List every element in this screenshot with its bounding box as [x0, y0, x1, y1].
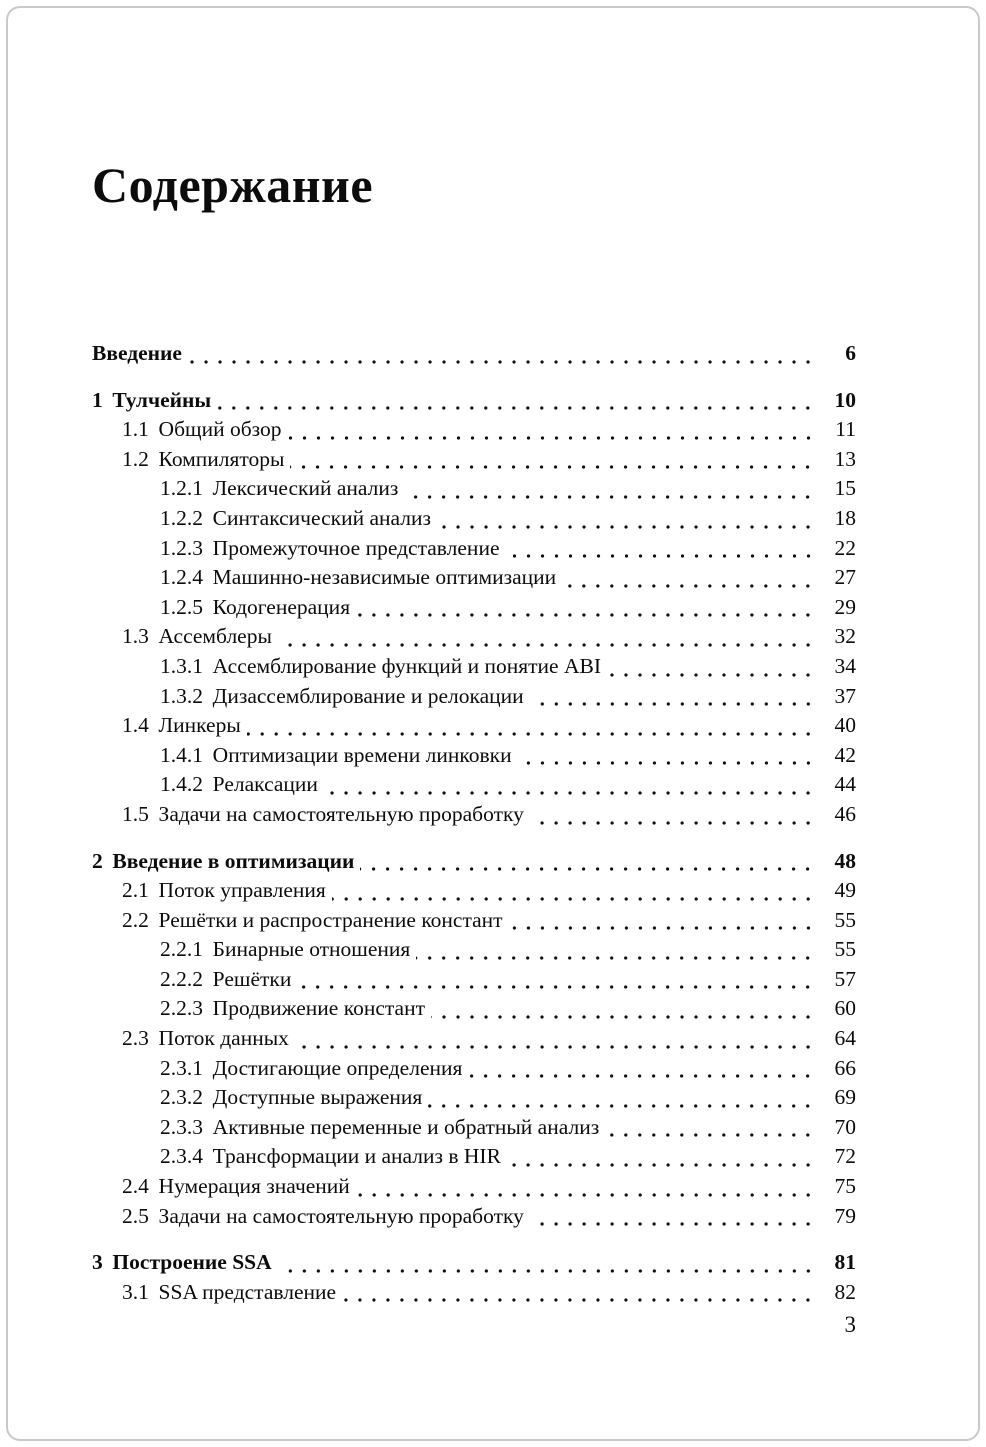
- toc-entry-page: 40: [834, 713, 856, 738]
- toc-entry: [92, 1024, 856, 1054]
- toc-entry-title: Достигающие определения: [212, 1055, 463, 1080]
- toc-entry-page: 82: [834, 1279, 856, 1304]
- dot-leader: [416, 945, 815, 965]
- toc-entry-number: 1.5: [122, 801, 149, 826]
- dot-leader: [188, 349, 815, 369]
- toc-entry-title: Оптимизации времени линковки: [212, 742, 512, 767]
- toc-entry-page: 32: [834, 624, 856, 649]
- toc-entry-number: 1.3: [122, 624, 149, 649]
- toc-entry-label: [92, 1113, 599, 1143]
- toc-entry: [92, 1142, 856, 1172]
- toc-entry-title: SSA представление: [158, 1279, 337, 1304]
- dot-leader: [297, 974, 815, 994]
- dot-leader: [278, 1258, 815, 1278]
- toc-entry: [92, 1278, 856, 1308]
- toc-entry: [92, 1248, 856, 1278]
- dot-leader: [509, 915, 815, 935]
- toc-entry-title: Нумерация значений: [158, 1174, 350, 1199]
- toc-entry-title: Ассемблирование функций и понятие ABI: [212, 653, 602, 678]
- dot-leader: [288, 425, 815, 445]
- toc-entry-title: Решётки и распространение констант: [158, 907, 503, 932]
- toc-entry-page: 15: [834, 476, 856, 501]
- toc-entry-label: [92, 504, 431, 534]
- toc-entry-label: [92, 741, 512, 771]
- dot-leader: [530, 691, 815, 711]
- toc-entry-label: [92, 474, 398, 504]
- dot-leader: [404, 484, 815, 504]
- toc-entry-number: 1.2.2: [160, 505, 203, 530]
- toc-entry-number: 2.3.4: [160, 1144, 203, 1169]
- toc-entry-page: 70: [834, 1114, 856, 1139]
- toc-entry-title: Релаксации: [212, 772, 318, 797]
- toc-entry: [92, 1083, 856, 1113]
- toc-entry: [92, 770, 856, 800]
- dot-leader: [332, 886, 815, 906]
- toc-entry: [92, 534, 856, 564]
- dot-leader: [607, 662, 815, 682]
- toc-entry-page: 72: [834, 1144, 856, 1169]
- toc-entry-number: 1.1: [122, 417, 149, 442]
- toc-entry-page: 55: [834, 937, 856, 962]
- toc-entry-number: 1.2.5: [160, 594, 203, 619]
- toc-entry-label: [92, 415, 282, 445]
- toc-entry-title: Продвижение констант: [212, 996, 425, 1021]
- toc-entry-label: [92, 445, 284, 475]
- toc-entry: [92, 994, 856, 1024]
- toc-entry: [92, 876, 856, 906]
- toc-entry-label: [92, 906, 503, 936]
- toc-entry-number: 1: [92, 387, 103, 412]
- toc-entry-number: 2.2.1: [160, 937, 203, 962]
- toc-entry: [92, 1202, 856, 1232]
- dot-leader: [562, 573, 815, 593]
- toc-entry-number: 2.5: [122, 1203, 149, 1228]
- toc-entry-title: Общий обзор: [158, 417, 282, 442]
- toc-entry: [92, 386, 856, 416]
- toc-entry-label: [92, 593, 350, 623]
- toc-entry-label: [92, 1172, 350, 1202]
- toc-entry-page: 57: [834, 966, 856, 991]
- dot-leader: [431, 1004, 815, 1024]
- dot-leader: [290, 454, 815, 474]
- toc-entry-title: Машинно-независимые оптимизации: [212, 565, 557, 590]
- toc-entry-title: Задачи на самостоятельную проработку: [158, 1203, 524, 1228]
- toc-entry-label: [92, 847, 354, 877]
- toc-entry: [92, 415, 856, 445]
- toc-entry-title: Тулчейны: [112, 387, 212, 412]
- toc-entry-page: 22: [834, 535, 856, 560]
- toc-entry-number: 2.3.1: [160, 1055, 203, 1080]
- toc-entry-page: 69: [834, 1085, 856, 1110]
- toc-entry-title: Компиляторы: [158, 446, 285, 471]
- toc-entry-label: [92, 1024, 289, 1054]
- toc-entry-page: 64: [834, 1026, 856, 1051]
- toc-entry: [92, 504, 856, 534]
- toc-entry-number: 2.3.2: [160, 1085, 203, 1110]
- toc-entry-page: 13: [834, 446, 856, 471]
- toc-entry-label: [92, 935, 410, 965]
- toc-entry-page: 37: [834, 683, 856, 708]
- toc-entry-page: 60: [834, 996, 856, 1021]
- toc-entry: [92, 1054, 856, 1084]
- toc-entry-page: 6: [845, 341, 856, 365]
- toc-entry-number: 2.2.2: [160, 966, 203, 991]
- dot-leader: [507, 1152, 815, 1172]
- toc-entry-page: 18: [834, 505, 856, 530]
- toc-entry-number: 2.2.3: [160, 996, 203, 1021]
- toc-entry-title: Промежуточное представление: [212, 535, 500, 560]
- toc-entry-label: [92, 339, 182, 369]
- toc-entry-label: [92, 1083, 422, 1113]
- toc-entry-number: 1.4: [122, 713, 149, 738]
- toc-entry-label: [92, 534, 500, 564]
- toc-entry-number: 3: [92, 1250, 103, 1275]
- dot-leader: [468, 1063, 815, 1083]
- toc-entry-title: Бинарные отношения: [212, 937, 411, 962]
- toc-entry-label: [92, 1142, 501, 1172]
- toc-entry-number: 1.2.1: [160, 476, 203, 501]
- toc-entry-page: 81: [834, 1250, 856, 1275]
- toc-entry-page: 79: [834, 1203, 856, 1228]
- toc-entry-title: Построение SSA: [112, 1250, 272, 1275]
- toc-entry-number: 2.4: [122, 1174, 149, 1199]
- toc-entry-page: 11: [835, 417, 856, 442]
- toc-entry-label: [92, 770, 318, 800]
- toc-entry-label: [92, 711, 241, 741]
- toc-entry-page: 49: [834, 878, 856, 903]
- toc-entry-title: Задачи на самостоятельную проработку: [158, 801, 524, 826]
- toc-entry-label: [92, 876, 326, 906]
- toc-entry-title: Лексический анализ: [212, 476, 399, 501]
- page-content: [92, 158, 856, 1307]
- toc-entry-page: 75: [834, 1174, 856, 1199]
- toc-entry-number: 3.1: [122, 1279, 149, 1304]
- dot-leader: [342, 1287, 815, 1307]
- toc-entry: [92, 965, 856, 995]
- toc-entry-number: 2.3: [122, 1026, 149, 1051]
- toc-entry-number: 2.2: [122, 907, 149, 932]
- toc-list: [92, 339, 856, 1307]
- toc-entry-title: Доступные выражения: [212, 1085, 423, 1110]
- dot-leader: [217, 395, 815, 415]
- toc-entry-number: 1.2.3: [160, 535, 203, 560]
- dot-leader: [437, 514, 815, 534]
- dot-leader: [295, 1034, 815, 1054]
- dot-leader: [605, 1122, 815, 1142]
- toc-entry-number: 1.2: [122, 446, 149, 471]
- toc-entry-label: [92, 800, 524, 830]
- toc-entry-label: [92, 682, 524, 712]
- toc-entry-title: Линкеры: [158, 713, 241, 738]
- toc-entry: [92, 339, 856, 369]
- toc-entry-number: 2: [92, 848, 103, 873]
- toc-entry-number: 1.3.1: [160, 653, 203, 678]
- dot-leader: [356, 1182, 815, 1202]
- toc-entry: [92, 1113, 856, 1143]
- dot-leader: [530, 1211, 815, 1231]
- toc-entry-title: Поток данных: [158, 1026, 289, 1051]
- toc-entry: [92, 652, 856, 682]
- toc-entry-label: [92, 1278, 336, 1308]
- toc-entry-label: [92, 965, 291, 995]
- toc-entry-title: Ассемблеры: [158, 624, 272, 649]
- toc-entry: [92, 935, 856, 965]
- toc-entry-page: 29: [834, 594, 856, 619]
- toc-entry: [92, 682, 856, 712]
- dot-leader: [247, 721, 815, 741]
- toc-entry-number: 2.1: [122, 878, 149, 903]
- toc-entry-title: Дизассемблирование и релокации: [212, 683, 524, 708]
- toc-entry-label: [92, 563, 556, 593]
- toc-entry-title: Введение: [92, 341, 182, 365]
- toc-entry-page: 46: [834, 801, 856, 826]
- toc-entry: [92, 741, 856, 771]
- toc-entry: [92, 847, 856, 877]
- toc-entry: [92, 711, 856, 741]
- toc-entry-number: 2.3.3: [160, 1114, 203, 1139]
- page-number: 3: [844, 1312, 856, 1337]
- toc-entry-label: [92, 1054, 462, 1084]
- dot-leader: [278, 632, 815, 652]
- toc-entry: [92, 800, 856, 830]
- toc-entry-label: [92, 386, 211, 416]
- toc-entry-label: [92, 994, 425, 1024]
- toc-entry-number: 1.3.2: [160, 683, 203, 708]
- toc-entry: [92, 622, 856, 652]
- dot-leader: [518, 750, 815, 770]
- toc-entry-page: 34: [834, 653, 856, 678]
- toc-entry-title: Синтаксический анализ: [212, 505, 431, 530]
- dot-leader: [360, 856, 815, 876]
- toc-entry-number: 1.4.1: [160, 742, 203, 767]
- page-title: Содержание: [92, 157, 374, 213]
- toc-entry-page: 10: [834, 387, 856, 412]
- toc-entry-page: 48: [834, 848, 856, 873]
- toc-entry-page: 27: [834, 565, 856, 590]
- toc-entry-title: Решётки: [212, 966, 292, 991]
- toc-entry: [92, 445, 856, 475]
- toc-entry-page: 66: [834, 1055, 856, 1080]
- toc-entry-label: [92, 1202, 524, 1232]
- dot-leader: [356, 602, 815, 622]
- toc-entry: [92, 1172, 856, 1202]
- toc-entry-title: Поток управления: [158, 878, 326, 903]
- toc-entry-title: Введение в оптимизации: [112, 848, 355, 873]
- toc-entry-page: 42: [834, 742, 856, 767]
- dot-leader: [530, 810, 815, 830]
- dot-leader: [324, 780, 815, 800]
- toc-entry-page: 55: [834, 907, 856, 932]
- toc-entry-number: 1.2.4: [160, 565, 203, 590]
- toc-entry-title: Кодогенерация: [212, 594, 351, 619]
- toc-entry-label: [92, 622, 272, 652]
- toc-entry-title: Трансформации и анализ в HIR: [212, 1144, 501, 1169]
- toc-entry: [92, 593, 856, 623]
- toc-entry: [92, 474, 856, 504]
- toc-entry-label: [92, 652, 601, 682]
- toc-entry: [92, 563, 856, 593]
- toc-entry-label: [92, 1248, 272, 1278]
- toc-entry-number: 1.4.2: [160, 772, 203, 797]
- toc-entry: [92, 906, 856, 936]
- toc-entry-title: Активные переменные и обратный анализ: [212, 1114, 600, 1139]
- dot-leader: [428, 1093, 815, 1113]
- dot-leader: [506, 543, 816, 563]
- toc-entry-page: 44: [834, 772, 856, 797]
